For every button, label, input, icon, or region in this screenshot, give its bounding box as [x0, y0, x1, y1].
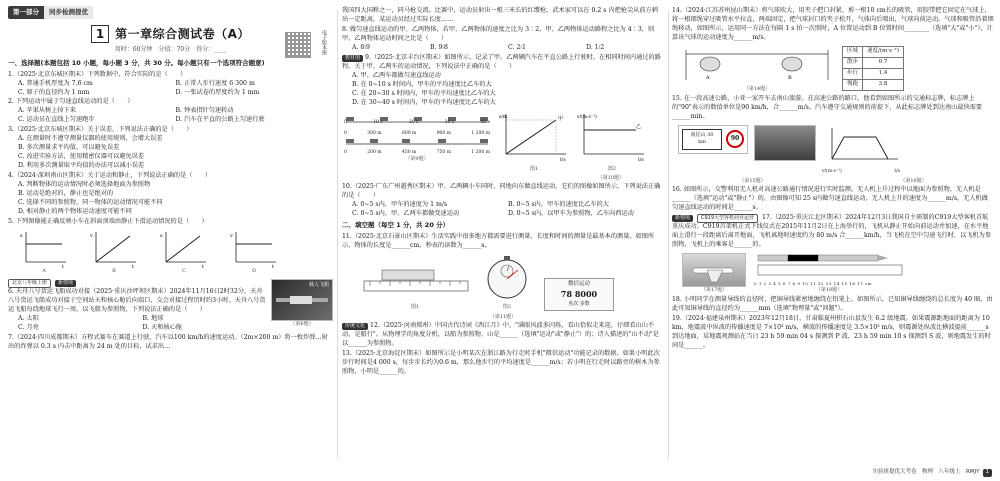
q14-table-header-1: 速度/(m·s⁻¹) — [863, 46, 904, 57]
q9-option-a[interactable]: A. 甲、乙两车都做匀速直线运动 — [352, 71, 441, 79]
q4-option-a[interactable]: A. 判断物体的运动情况时必须选择地面为参照物 — [18, 181, 151, 189]
question-1 — [8, 71, 333, 98]
q9-q10-figures — [342, 110, 664, 173]
q16-highway-photo — [754, 125, 816, 161]
svg-text:v: v — [90, 233, 93, 240]
svg-text:t: t — [62, 264, 65, 269]
q14-figcap: （第14题） — [743, 85, 771, 92]
q13-wechat-card — [544, 278, 614, 311]
question-12 — [342, 322, 664, 349]
q11-fig2-cap: 图2 — [502, 303, 512, 310]
q14-cell-1-0: 步行 — [843, 68, 863, 79]
q6-option-c[interactable]: C. 月亮 — [18, 323, 39, 331]
question-18 — [672, 296, 994, 314]
part-tag — [8, 6, 93, 19]
q13-card-title: 微信运动 — [567, 281, 590, 288]
svg-text:乙: 乙 — [636, 123, 642, 130]
question-12-stem: 12.（2025·河南郑州）中国古代诗词《西江月》中，"满眼风波多闪烁，看山恰似走来迎，仔细看山山不动，是船行"。从物理学的角度分析，以船为参照物，山是______（选填"运动"或"静止"）的；诗人描述的"山不动"是以______为参照物。 — [342, 322, 659, 348]
q2-option-d[interactable]: D. 汽车在平直的公路上匀速行驶 — [175, 116, 265, 124]
q6-option-b[interactable]: B. 地球 — [142, 314, 164, 322]
q16-axis-x: t/s — [894, 169, 900, 175]
q2-option-a[interactable]: A. 苹果从树上掉下来 — [18, 107, 76, 115]
q6-figcap: （第6题） — [290, 320, 314, 327]
q9-bot-d-0: 0 — [344, 149, 347, 155]
chapter-title: 第一章综合测试卷（A） — [115, 26, 250, 41]
question-11-stem: 11.（2025·北京石景山区期末）生活实践中很多地方都需要进行测量，长度和时间的测量是最基本的测量。如图所示，物体的长度是______cm，秒表的读数为______s。 — [342, 232, 655, 249]
q16-graph — [822, 125, 900, 176]
q5-graph-a[interactable] — [20, 230, 68, 275]
table-row — [843, 79, 904, 90]
question-2 — [8, 98, 333, 125]
question-19 — [672, 315, 994, 351]
q3-option-a[interactable]: A. 在测量时不遵守测量仪器的使用规则，会增大误差 — [18, 135, 163, 143]
q14-figures — [682, 46, 994, 93]
q9-option-d[interactable]: D. 在 30~40 s 时间内，甲车的平均速度比乙车的大 — [352, 98, 496, 106]
q17-badge: 新情境 — [672, 215, 693, 222]
q10-option-d[interactable]: D. 0~5 s内，以甲车为参照物，乙车向西运动 — [508, 210, 634, 218]
q18-ruler-scale: 0 1 2 3 4 5 6 7 8 9 10 11 12 13 14 15 16 17 cm — [754, 281, 873, 287]
column-right — [672, 6, 994, 463]
part-tag-dark: 第一部分 — [8, 6, 44, 19]
question-16 — [672, 186, 994, 213]
q16-figcap: （第16题） — [900, 177, 927, 184]
column-middle — [342, 6, 664, 463]
page-footer — [872, 469, 992, 477]
question-17 — [672, 214, 994, 294]
question-1-stem: 1.（2025·北京东城区期末）下列数据中，符合实际的是（ ） — [8, 70, 187, 78]
q9-time-3: 30 s — [444, 119, 455, 125]
question-14 — [672, 7, 994, 93]
question-7 — [8, 334, 333, 352]
question-13 — [342, 350, 664, 377]
q11-ruler-figure — [360, 264, 470, 311]
page-number: 1 — [983, 469, 993, 477]
q6-option-d[interactable]: D. 天和核心舱 — [142, 323, 183, 331]
svg-text:t: t — [272, 264, 275, 269]
q10-figure-2 — [576, 110, 648, 173]
svg-text:甲: 甲 — [558, 115, 564, 122]
svg-text:v/(m·s⁻¹): v/(m·s⁻¹) — [577, 114, 597, 120]
q16-axis-y: v/(m·s⁻¹) — [822, 169, 842, 175]
q9-top-d-4: 1 200 m — [471, 131, 490, 137]
qr-label: 电子版本册 — [321, 30, 327, 55]
question-9-stem: 9.（2025·北京丰台区期末）如图所示，记录了甲、乙两辆汽车在平直公路上行驶时，在相同时间内通过的路程。关于甲、乙两车的运动情况，下列说法中正确的是（ ） — [342, 53, 661, 70]
table-row — [843, 68, 904, 79]
question-9 — [342, 54, 664, 108]
q8-option-d[interactable]: D. 1∶2 — [586, 43, 605, 51]
q13-card-steps: 78 8000 — [560, 289, 598, 300]
divider-2 — [668, 10, 669, 459]
q14-speed-table — [842, 46, 904, 91]
q9-figure — [342, 110, 492, 173]
q9-option-b[interactable]: B. 在 0~10 s 时间内，甲车的平均速度比乙车的大 — [352, 80, 492, 88]
q6-option-a[interactable]: A. 太阳 — [18, 314, 39, 322]
q9-top-d-2: 600 m — [401, 131, 417, 137]
q3-option-c[interactable]: C. 改进实验方法，使用精密仪器可以避免误差 — [18, 153, 145, 161]
part-tag-light: 同步检测提优 — [44, 6, 93, 19]
q14-cell-1-1: 1.4 — [863, 68, 904, 79]
question-3-stem: 3.（2025·北京东城区期末）关于误差，下列说法正确的是（ ） — [8, 126, 193, 134]
q11-stopwatch-figure — [480, 254, 534, 311]
q5-graph-d-label: D — [251, 268, 256, 275]
svg-text:v: v — [230, 233, 233, 240]
question-18-stem: 18. 小明同学在测量导线的直径时，把铜导线紧密地缠绕在铅笔上，如图所示，已知铜导线缠绕的总长度为 40 圈，由此可知铜导线的直径约为______mm（选填"物理量"或"问题"）。 — [672, 296, 993, 313]
question-10-stem: 10.（2025·广东广州越秀区期末）甲、乙两辆小车同时、同地向东做直线运动，它们的图像如图所示，下列说法正确的是（ ） — [342, 183, 661, 200]
q9-figcap: （第9题） — [405, 156, 429, 163]
q10-fig2-cap: 图2 — [607, 165, 617, 172]
svg-text:t: t — [132, 264, 135, 269]
question-8-stem: 8. 做匀速直线运动的甲、乙两物体，若甲、乙两物体的速度之比为 3∶2，甲、乙两物体运动路程之比为 4∶3，则甲、乙两物体运动时间之比是（ ） — [342, 25, 655, 42]
q9-top-d-0: 0 — [344, 131, 347, 137]
q6-tag: 北京八年级上册 — [8, 279, 51, 288]
q18-pencil-ruler — [754, 253, 904, 277]
q2-option-b[interactable]: B. 钟表指针匀速转动 — [175, 107, 234, 115]
q13-card-footer: 名次 步数 — [568, 300, 590, 307]
q10-option-b[interactable]: B. 0~5 s内，甲车的速度比乙车的大 — [508, 201, 609, 209]
q5-graph-c-label: C — [182, 268, 186, 275]
question-7-stem: 7.（2024·四川成都期末）方程式赛车在赛道上行驶，汽车以100 km/h的速度运动。（2m×200 m）将一枚炸弹…射出的炸弹以 0.3 s 内击中距离为 24 m 处的目标，试求出… — [8, 333, 328, 350]
q5-graph-b-label: B — [112, 268, 116, 275]
divider-1 — [337, 10, 338, 459]
q15-speed-limit-sign: 90 — [726, 130, 744, 148]
svg-text:t/s: t/s — [638, 157, 644, 162]
question-5-stem: 5. 下列图像能正确反映小车在斜面顶端由静止下滑运动情况的是（ ） — [8, 218, 208, 226]
q10-option-a[interactable]: A. 0~5 s内，甲车的速度为 1 m/s — [352, 201, 448, 209]
q1-option-d[interactable]: D. 一张试卷的厚度约为 1 mm — [175, 88, 260, 96]
q10-figure-1 — [498, 110, 570, 173]
q9-time-4: 40 s — [480, 119, 490, 125]
q2-option-c[interactable]: C. 运动员在直线上匀速跑步 — [18, 116, 95, 124]
question-4-stem: 4.（2024·深圳南山区期末）关于运动和静止，下列说法正确的是（ ） — [8, 172, 212, 180]
question-4 — [8, 172, 333, 217]
q10-figcap: （第10题） — [597, 175, 624, 182]
svg-text:s: s — [160, 233, 163, 240]
q5-graph-d[interactable] — [230, 230, 278, 275]
q9-top-d-1: 300 m — [367, 131, 382, 137]
question-2-stem: 2. 下列运动中属于匀速直线运动的是（ ） — [8, 98, 134, 106]
q3-option-b[interactable]: B. 多次测量求平均值，可以避免误差 — [18, 144, 120, 152]
q9-time-0: 0 — [344, 119, 347, 125]
q15-direction-sign: 南昆山 30 km — [682, 129, 722, 150]
q4-option-c[interactable]: C. 选择不同的参照物，同一物体的运动情况可能不同 — [18, 199, 163, 207]
q17-tag: C919大型客机商业运营 — [697, 214, 758, 223]
q5-graphs — [8, 230, 333, 275]
q11-figures — [342, 254, 664, 311]
q8-option-c[interactable]: C. 2∶1 — [508, 43, 526, 51]
question-6-stem: 6. 天舟八号货运飞船成功对接（2025·重庆沙坪坝区期末）2024年11月16日2时32分，天舟八号货运飞船成功对接于空间站天和核心舱后向端口，交会对接过程历时约3小时。天舟八号货运飞船每绕地球飞行一周，以飞船为参照物，下列说法正确的是（ ） — [8, 287, 266, 313]
q11-fig1-cap: 图1 — [410, 303, 420, 310]
q17-figcap: （第17题） — [700, 287, 728, 294]
question-3 — [8, 126, 333, 171]
question-14-stem: 14.（2024·江苏苏州昆山期末）将气球吹大，用夹子把口封紧，剪一根10 cm长的吸管，用胶带把它固定在气球上，将一根细绳穿过吸管水平拉直，两端固定，把气球封口的夹子松开，气体向后喷出，气球向前运动。气球和吸管沿着细绳移动，如图所示，运用同一方法在每隔 1 s 拍一次照时，A 位置运动到 B 位置时间________（选填"大"或"小"），计算该气球的运动速度为______m/s。 — [672, 7, 994, 41]
q9-bot-d-1: 200 m — [367, 149, 382, 155]
question-11 — [342, 233, 664, 321]
q9-track-diagram — [342, 110, 492, 154]
svg-text:s: s — [20, 233, 23, 240]
question-6 — [8, 279, 333, 333]
question-7-cont: 我国四大国粹之一，同马枪交流。比赛中，运动员射出一根三米长的红缨枪，武术家可以在 0.2 s 内把枪尖从前方刺出一定距离，某运动员经过实际长度…… — [342, 7, 658, 23]
q17-aircraft-photo — [682, 253, 746, 287]
question-19-stem: 19.（2024·福建泉州期末）2023年12月18日，甘肃临夏州积石山县发生 6.2 级地震。如果震源距地面的距离为 10 km，地震波中纵波的传播速度是 7×10³ m/s，横波的传播速度是 3.5×10³ m/s，则震源处纵波比横波提前______s 到达地面，某地震观测站在当日 23 h 59 min 04 s 探测到 P 波，23 h 59 min 10 s 探测到 S 波，则地震发生的时间是______。 — [672, 315, 991, 350]
table-row — [843, 57, 904, 68]
q8-option-a[interactable]: A. 8∶9 — [352, 43, 370, 51]
q5-graph-c[interactable] — [160, 230, 208, 275]
q11-figcap: （第11题） — [489, 313, 517, 320]
q8-option-b[interactable]: B. 9∶8 — [430, 43, 448, 51]
q14-table-header-0: 区域 — [843, 46, 863, 57]
q4-option-b[interactable]: B. 运动是绝对的，静止也是绝对的 — [18, 190, 114, 198]
q15-sign-figure — [678, 125, 748, 154]
q10-fig1-cap: 图1 — [529, 165, 539, 172]
q6-fig-label: 载人飞船 — [308, 281, 329, 288]
q9-badge: 教材图 — [342, 55, 363, 62]
section-head-1: 一、选择题(本题包括 10 小题，每小题 3 分，共 30 分。每小题只有一个选项符合题意) — [8, 59, 265, 68]
q9-bot-d-2: 450 m — [401, 149, 417, 155]
q6-badge: 新情境 — [55, 280, 76, 287]
q17-q18-figures — [682, 253, 994, 294]
question-15-stem: 15. 在一段高速公路，小亚一家开车去南山旅游。在高速公路的路口，他看到如图所示的交通标志牌，标志牌上的"90"表示的数值单位是90 km/h，合______m/s。汽车遵守交通规则的前提下，从此标志牌处到达南山最快需要______min。 — [672, 95, 983, 121]
svg-text:A: A — [706, 74, 710, 81]
q14-cell-0-1: 0.7 — [863, 57, 904, 68]
question-17-stem: 17.（2025·重庆江北区期末）2024年12月3日我国自主研制的C919大型客机首航重庆成功。C919首架机正式下线仪式在2015年11月2日在上海举行的，飞机从静止开始向前运动并加速，在水平地面上滑行一段距离后离开地面，飞机离地时速度约为 80 m/s 合______km/h，当飞机在空中匀速飞行时，以飞机为参照物，飞机上的乘客是______的。 — [672, 213, 992, 249]
svg-text:t/s: t/s — [560, 157, 566, 162]
q9-bot-d-4: 1 200 m — [471, 149, 490, 155]
test-meta: 用时：60分钟 分值：70分 得分：____ — [114, 46, 227, 54]
question-15 — [672, 95, 994, 185]
q5-graph-a-label: A — [42, 268, 46, 275]
q15-q16-figures — [678, 125, 994, 176]
svg-text:s/m: s/m — [499, 114, 508, 120]
q1-option-c[interactable]: C. 原子的直径约为 1 mm — [18, 88, 90, 96]
q14-balloon-figure — [682, 46, 832, 93]
question-13-stem: 13.（2025·北京海淀区期末）如图所示是小明某次在浙江路为行走时手机"微信运动"功能记录的数据。如果小明此次步行时间是4 000 s，每步步长约为0.6 m，那么他步行的平均速度是______m/s；若小明在行走时以路旁的树木为参照物，小明是______的。 — [342, 350, 660, 376]
q6-spacecraft-image — [271, 279, 333, 321]
question-10 — [342, 183, 664, 219]
q14-cell-2-1: 3.8 — [863, 79, 904, 90]
question-16-stem: 16. 如图所示，交警利用无人机对高速公路通行情况进行实时监测。无人机上升过程中以地面为参照物，无人机是______（选填"运动"或"静止"）的，由图像可知 25 s内做匀速直线运动，无人机上升的速度为______m/s，无人机做匀速直线运动的时间是______s。 — [672, 185, 988, 211]
qr-code-icon[interactable] — [285, 32, 311, 58]
q1-option-a[interactable]: A. 普通手机厚度为 7.6 cm — [18, 79, 93, 87]
q10-option-c[interactable]: C. 0~5 s内，甲、乙两车都做变速运动 — [352, 210, 460, 218]
q12-badge: 传统文化 — [342, 323, 368, 330]
q9-bot-d-3: 750 m — [436, 149, 451, 155]
q4-option-d[interactable]: D. 相对静止的两个物体运动速度可能不同 — [18, 208, 132, 216]
q3-option-d[interactable]: D. 利用多次测量取平均值的办法可以减小误差 — [18, 162, 145, 170]
question-5 — [8, 218, 333, 275]
q14-cell-0-0: 散步 — [843, 57, 863, 68]
q9-top-d-3: 900 m — [436, 131, 451, 137]
q9-time-1: 10 s — [373, 119, 383, 125]
q9-option-c[interactable]: C. 在 20~30 s 时间内，甲车的平均速度比乙车的大 — [352, 89, 496, 97]
q9-time-2: 20 s — [408, 119, 419, 125]
column-left — [8, 6, 333, 463]
q18-figcap: （第18题） — [815, 287, 843, 294]
question-8 — [342, 26, 664, 53]
q15-figcap: （第15题） — [739, 177, 766, 184]
chapter-number: 1 — [91, 25, 109, 43]
footer-text: 实验班提优大考卷 物理 八年级上 RMJY — [872, 469, 980, 476]
q14-cell-2-0: 慢跑 — [843, 79, 863, 90]
svg-text:t: t — [202, 264, 205, 269]
svg-text:B: B — [788, 74, 792, 81]
q1-option-b[interactable]: B. 正常人步行速度 6 300 m — [175, 79, 255, 87]
section-head-2: 二、填空题（每空 1 分，共 20 分） — [342, 221, 450, 230]
q5-graph-b[interactable] — [90, 230, 138, 275]
